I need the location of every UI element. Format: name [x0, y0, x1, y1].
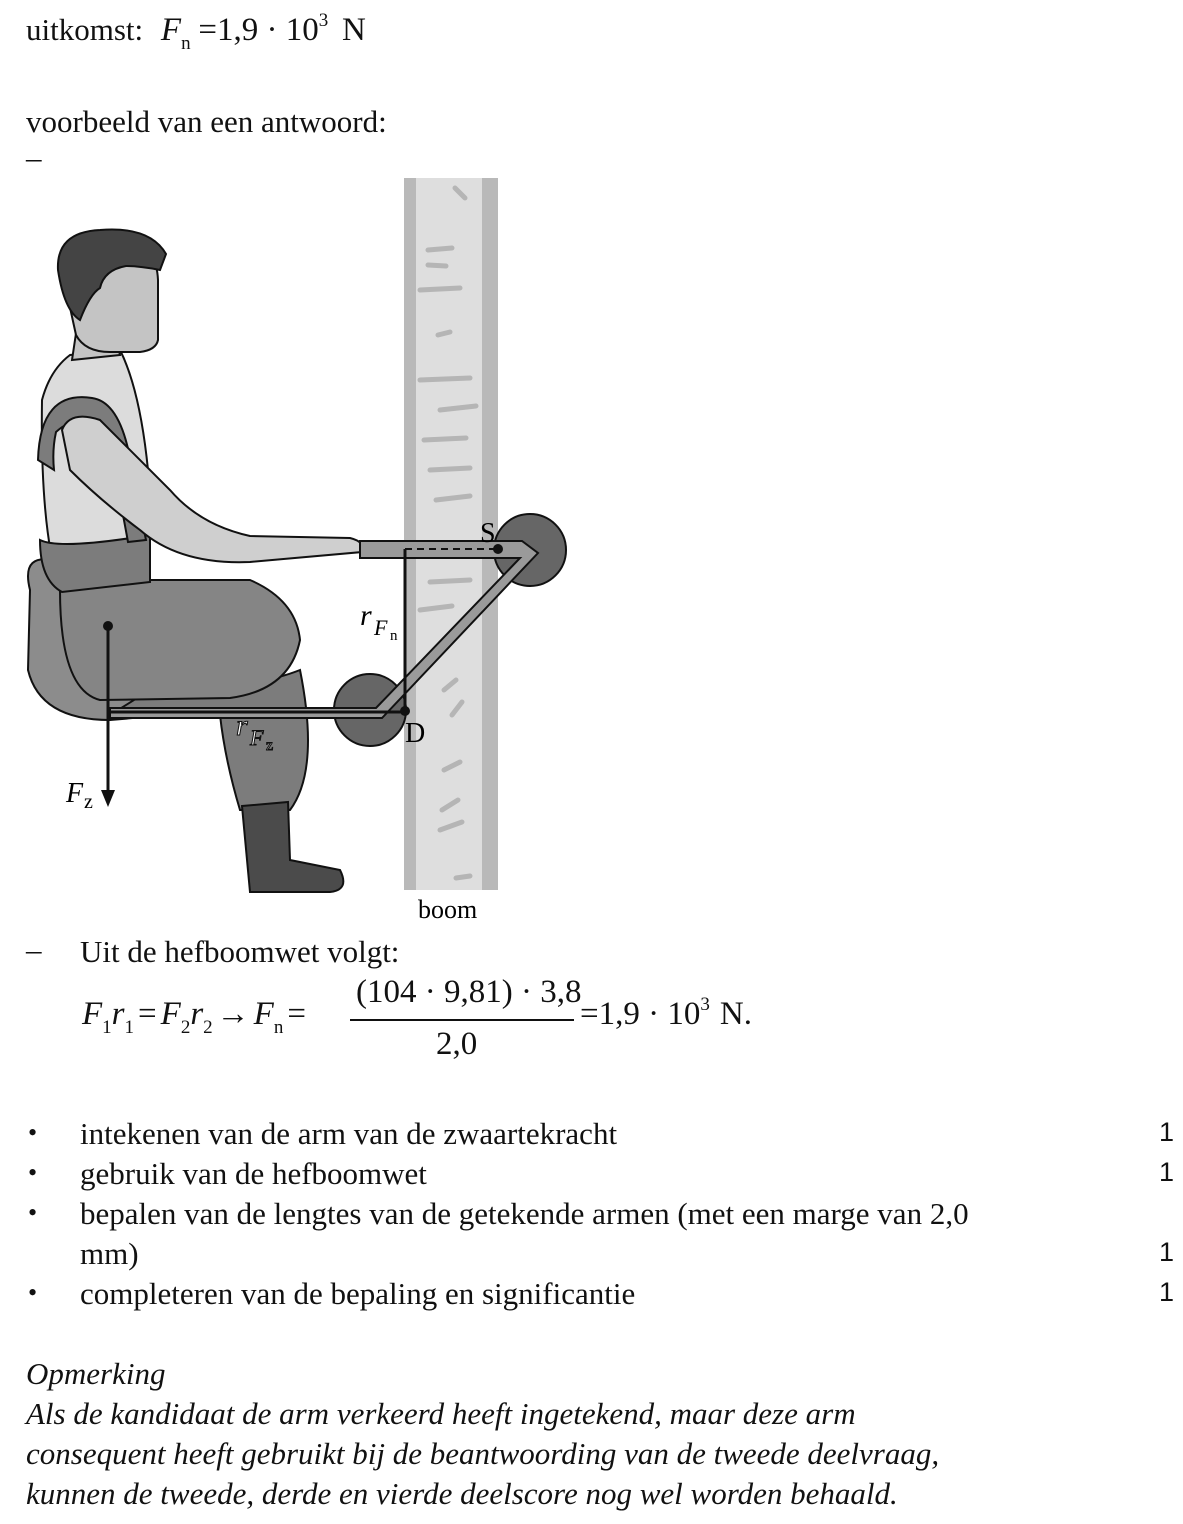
formula-f2-sub: 2 — [180, 1017, 191, 1038]
formula-result-eq: = — [580, 996, 599, 1032]
remark-line-3: kunnen de tweede, derde en vierde deelscore nog wel worden behaald. — [26, 1476, 898, 1511]
outcome-subscript: n — [181, 33, 191, 54]
formula-result-times: · — [639, 996, 668, 1032]
formula-r1: r — [111, 996, 125, 1032]
scoring-item-2: gebruik van de hefboomwet — [80, 1156, 427, 1191]
formula-r1-sub: 1 — [124, 1017, 135, 1038]
formula-result-base: 10 — [667, 996, 701, 1032]
remark-title: Opmerking — [26, 1356, 166, 1391]
outcome-label: uitkomst: — [26, 12, 144, 47]
formula-f1-sub: 1 — [102, 1017, 112, 1038]
formula-eq2: = — [287, 996, 306, 1032]
scoring-bullet-1: • — [28, 1118, 38, 1147]
dash-marker-2: – — [26, 932, 42, 967]
formula-result-value: 1,9 — [598, 996, 640, 1032]
formula-result — [580, 996, 752, 1033]
remark-line-1: Als de kandidaat de arm verkeerd heeft ingetekend, maar deze arm — [26, 1396, 856, 1431]
lever-formula — [82, 996, 306, 1038]
outcome-symbol: F — [160, 12, 182, 48]
scoring-points-2: 1 — [1159, 1157, 1175, 1187]
formula-arrow: → — [216, 996, 250, 1032]
outcome-value: 1,9 — [216, 12, 259, 48]
outcome-line — [26, 10, 366, 55]
formula-result-exp: 3 — [700, 994, 710, 1015]
formula-f2: F — [160, 996, 181, 1032]
formula-denominator: 2,0 — [436, 1026, 478, 1062]
formula-eq: = — [138, 996, 157, 1032]
scoring-item-1: intekenen van de arm van de zwaartekracht — [80, 1116, 618, 1151]
lever-figure — [0, 170, 620, 930]
formula-r2-sub: 2 — [203, 1017, 213, 1038]
scoring-points-1: 1 — [1159, 1117, 1175, 1147]
formula-r2: r — [190, 996, 204, 1032]
formula-f1: F — [82, 996, 103, 1032]
example-heading: voorbeeld van een antwoord: — [26, 104, 387, 139]
arm-fn-r: r — [360, 599, 372, 632]
outcome-equals: = — [198, 12, 217, 48]
tree-label: boom — [418, 895, 478, 924]
point-s-label: S — [480, 518, 496, 549]
formula-fn-sub: n — [273, 1017, 284, 1038]
scoring-item-3: bepalen van de lengtes van de getekende armen (met een marge van 2,0 — [80, 1196, 969, 1231]
dash-marker-1: – — [26, 140, 42, 175]
scoring-bullet-3: • — [28, 1198, 38, 1227]
scoring-points-3: 1 — [1159, 1237, 1175, 1267]
force-fz-sub: z — [84, 791, 93, 813]
arm-fn-label — [360, 599, 398, 644]
formula-fn: F — [253, 996, 274, 1032]
remark-line-2: consequent heeft gebruikt bij de beantwoording van de tweede deelvraag, — [26, 1436, 940, 1471]
arm-fz-f: F — [250, 725, 264, 750]
scoring-points-4: 1 — [1159, 1277, 1175, 1307]
outcome-times: · — [258, 12, 286, 48]
scoring-bullet-2: • — [28, 1158, 38, 1187]
scoring-item-3-cont: mm) — [80, 1236, 139, 1271]
arm-fn-f: F — [374, 615, 388, 640]
scoring-bullet-4: • — [28, 1278, 38, 1307]
outcome-exponent: 3 — [318, 10, 329, 31]
lever-law-intro: Uit de hefboomwet volgt: — [80, 934, 400, 969]
fraction-bar — [350, 1019, 574, 1021]
arm-fn-sub: n — [390, 628, 398, 644]
scoring-item-4: completeren van de bepaling en significantie — [80, 1276, 636, 1311]
outcome-unit: N — [341, 12, 366, 48]
point-d-label: D — [405, 718, 426, 749]
outcome-base: 10 — [285, 12, 319, 48]
force-fz-f: F — [66, 778, 84, 809]
arm-fz-r: r — [236, 709, 248, 742]
arm-fz-sub: z — [266, 737, 274, 754]
formula-numerator: (104 · 9,81) · 3,8 — [356, 974, 582, 1010]
point-d-dot — [400, 706, 410, 716]
force-fz-label — [65, 778, 93, 813]
formula-result-unit: N. — [719, 996, 752, 1032]
